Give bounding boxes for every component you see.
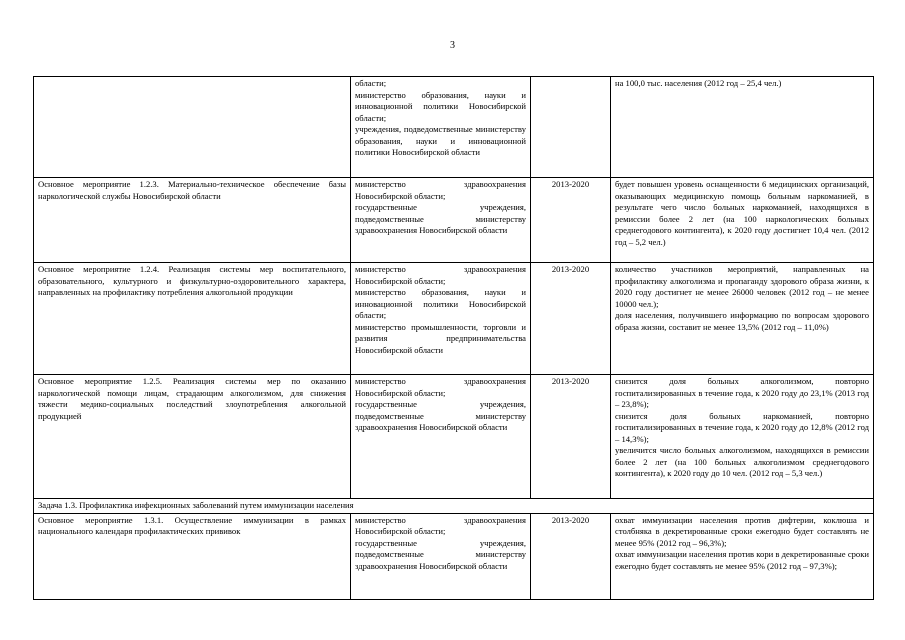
- measure-cell: Основное мероприятие 1.2.4. Реализация системы мер воспитательного, образовательного, культурного и физкультурно-оздоровительного характера, направленных на профилактику потребления алкогольной продукции: [34, 263, 351, 375]
- table-row: [34, 375, 874, 499]
- result-cell: будет повышен уровень оснащенности 6 медицинских организаций, оказывающих медицинскую помощь больным наркоманией, в результате чего число больных наркоманией, находящихся в ремиссии более 2 лет (на 100 наркологических больных среднегодового контингента), к 2020 году достигнет 10,4 чел. (2012 год – 5,2 чел.): [611, 178, 874, 263]
- period-cell: 2013-2020: [531, 263, 611, 375]
- executors-cell: области; министерство образования, науки и инновационной политики Новосибирской области; учреждения, подведомственные министерству образования, науки и инновационной политики Новосибирской области: [351, 77, 531, 178]
- result-cell: снизится доля больных алкоголизмом, повторно госпитализированных в течение года, к 2020 году до 23,1% (2013 год – 23,8%); снизится доля больных наркоманией, повторно госпитализированных в течение года, к 2020 году до 12,8% (2012 год – 14,3%); увеличится число больных алкоголизмом, находящихся в ремиссии более 2 лет (на 100 больных алкоголизмом среднегодового контингента), к 2020 году до 10 чел. (2012 год – 5,3 чел.): [611, 375, 874, 499]
- measure-cell: [34, 77, 351, 178]
- measure-cell: Основное мероприятие 1.3.1. Осуществление иммунизации в рамках национального календаря профилактических прививок: [34, 513, 351, 599]
- period-cell: 2013-2020: [531, 178, 611, 263]
- result-cell: охват иммунизации населения против дифтерии, коклюша и столбняка в декретированные сроки ежегодно будет составлять не менее 95% (2012 год – 96,3%); охват иммунизации населения против кори в декретированные сроки ежегодно будет составлять не менее 95% (2012 год – 97,3%);: [611, 513, 874, 599]
- page-number: 3: [450, 40, 455, 51]
- period-cell: 2013-2020: [531, 513, 611, 599]
- table-row: [34, 263, 874, 375]
- result-cell: количество участников мероприятий, направленных на профилактику алкоголизма и пропаганду здорового образа жизни, к 2020 году достигнет не менее 26000 человек (2012 год – не менее 10000 чел.); доля населения, получившего информацию по вопросам здорового образа жизни, составит не менее 13,5% (2012 год – 11,0%): [611, 263, 874, 375]
- period-cell: [531, 77, 611, 178]
- executors-cell: министерство здравоохранения Новосибирской области; государственные учреждения, подведомственные министерству здравоохранения Новосибирской области: [351, 375, 531, 499]
- task-row: [34, 499, 874, 514]
- executors-cell: министерство здравоохранения Новосибирской области; министерство образования, науки и инновационной политики Новосибирской области; министерство промышленности, торговли и развития предпринимательства Новосибирской области: [351, 263, 531, 375]
- period-cell: 2013-2020: [531, 375, 611, 499]
- measure-cell: Основное мероприятие 1.2.3. Материально-техническое обеспечение базы наркологической службы Новосибирской области: [34, 178, 351, 263]
- table-row: [34, 77, 874, 178]
- executors-cell: министерство здравоохранения Новосибирской области; государственные учреждения, подведомственные министерству здравоохранения Новосибирской области: [351, 178, 531, 263]
- program-measures-table: [33, 76, 874, 600]
- task-heading: Задача 1.3. Профилактика инфекционных заболеваний путем иммунизации населения: [34, 499, 874, 514]
- result-cell: на 100,0 тыс. населения (2012 год – 25,4 чел.): [611, 77, 874, 178]
- table-row: [34, 178, 874, 263]
- table-row: [34, 513, 874, 599]
- executors-cell: министерство здравоохранения Новосибирской области; государственные учреждения, подведомственные министерству здравоохранения Новосибирской области: [351, 513, 531, 599]
- measure-cell: Основное мероприятие 1.2.5. Реализация системы мер по оказанию наркологической помощи лицам, страдающим алкоголизмом, для снижения тяжести медико-социальных последствий злоупотребления алкогольной продукцией: [34, 375, 351, 499]
